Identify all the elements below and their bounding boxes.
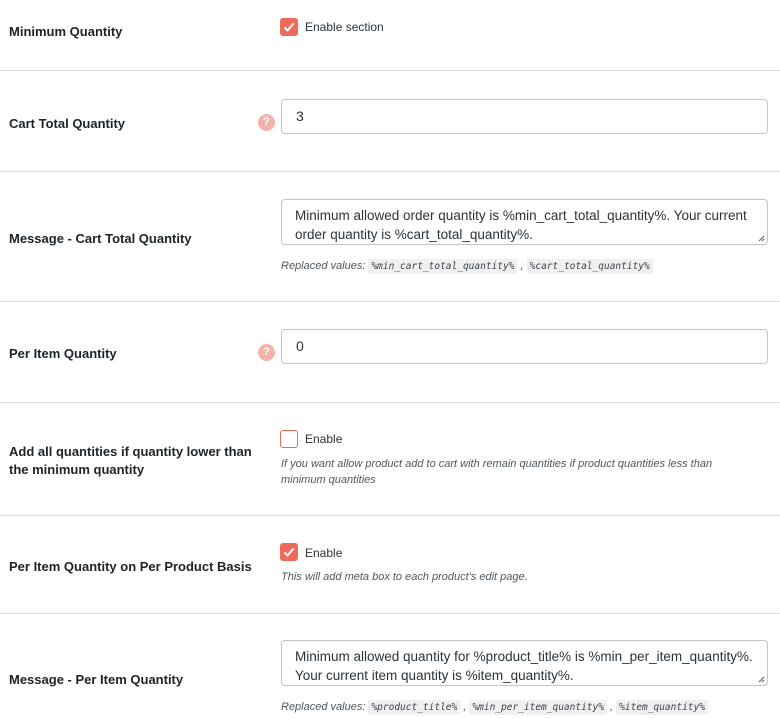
textarea-value: Minimum allowed quantity for %product_title% is %min_per_item_quantity%. Your current item quantity is %item_quantity%. — [295, 649, 753, 683]
help-icon[interactable]: ? — [258, 344, 275, 361]
code-item-quantity: %item_quantity% — [616, 700, 708, 715]
per-item-quantity-label: Per Item Quantity — [9, 346, 117, 361]
replaced-values-label: Replaced values: — [281, 701, 366, 713]
per-product-basis-enable-label: Enable — [305, 546, 343, 560]
add-all-quantities-enable-label: Enable — [305, 432, 343, 446]
checkmark-icon — [281, 19, 297, 35]
add-all-quantities-description: If you want allow product add to cart with remain quantities if product quantities less than minimum quantities — [281, 458, 713, 486]
replaced-values-label: Replaced values: — [281, 260, 366, 272]
code-min-per-item-quantity: %min_per_item_quantity% — [469, 700, 607, 715]
resize-handle-icon[interactable] — [758, 676, 765, 683]
per-item-message-textarea[interactable] — [281, 640, 768, 686]
code-min-cart-total-quantity: %min_cart_total_quantity% — [368, 259, 517, 274]
divider — [0, 515, 780, 516]
textarea-value: Minimum allowed order quantity is %min_cart_total_quantity%. Your current order quantity is %cart_total_quantity%. — [295, 208, 747, 242]
per-item-message-label: Message - Per Item Quantity — [9, 672, 184, 687]
divider — [0, 402, 780, 403]
per-product-basis-label: Per Item Quantity on Per Product Basis — [9, 559, 252, 574]
help-icon[interactable]: ? — [258, 114, 275, 131]
code-cart-total-quantity: %cart_total_quantity% — [527, 259, 653, 274]
divider — [0, 301, 780, 302]
per-product-basis-checkbox[interactable] — [280, 543, 298, 561]
checkmark-icon — [281, 544, 297, 560]
per-item-replaced-values: Replaced values: %product_title% , %min_per_item_quantity% , %item_quantity% — [281, 699, 751, 716]
divider — [0, 171, 780, 172]
cart-total-message-textarea[interactable] — [281, 199, 768, 245]
resize-handle-icon[interactable] — [758, 235, 765, 242]
code-product-title: %product_title% — [368, 700, 460, 715]
per-item-quantity-input[interactable]: 0 — [281, 329, 768, 364]
enable-section-checkbox[interactable] — [280, 18, 298, 36]
divider — [0, 613, 780, 614]
divider — [0, 70, 780, 71]
add-all-quantities-checkbox[interactable] — [280, 430, 298, 448]
min-quantity-label: Minimum Quantity — [9, 24, 123, 39]
cart-total-message-label: Message - Cart Total Quantity — [9, 231, 192, 246]
cart-total-quantity-label: Cart Total Quantity — [9, 116, 126, 131]
cart-total-replaced-values: Replaced values: %min_cart_total_quantity% , %cart_total_quantity% — [281, 258, 751, 275]
enable-section-label: Enable section — [305, 20, 384, 34]
add-all-quantities-label: Add all quantities if quantity lower than the minimum quantity — [9, 444, 252, 477]
cart-total-quantity-input[interactable]: 3 — [281, 99, 768, 134]
per-product-basis-description: This will add meta box to each product's edit page. — [281, 571, 528, 583]
